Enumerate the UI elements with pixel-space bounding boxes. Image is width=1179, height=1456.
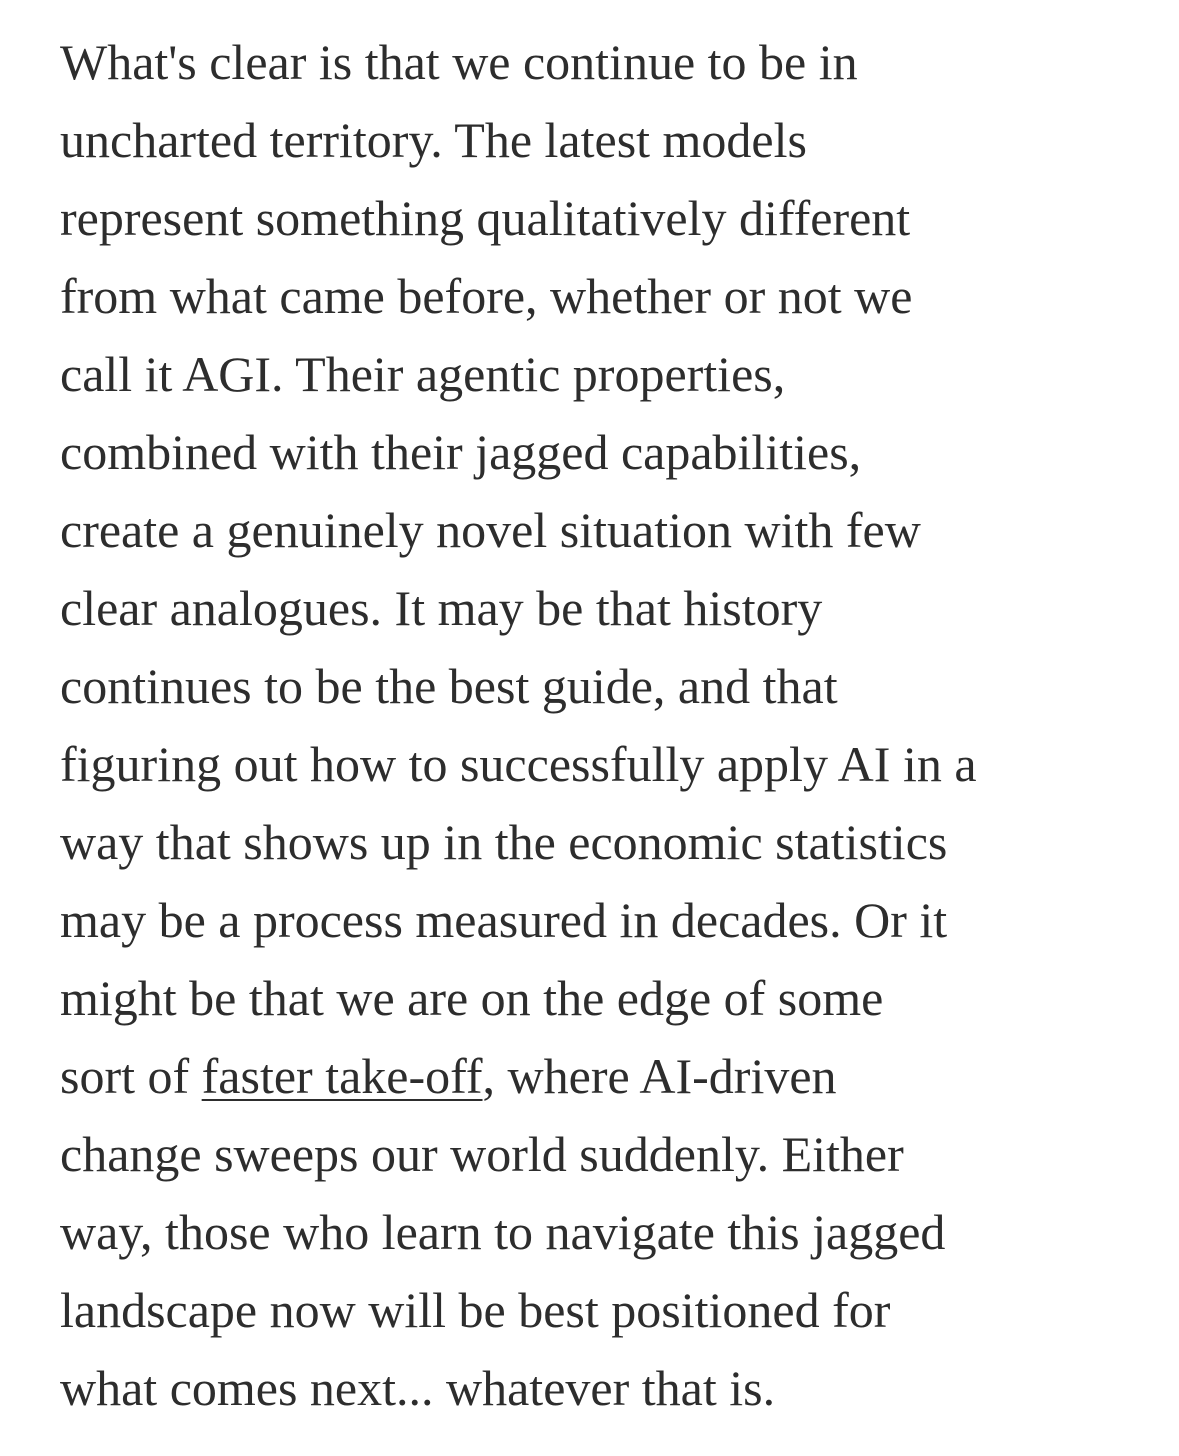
paragraph-line: clear analogues. It may be that history: [60, 580, 823, 636]
paragraph-line: landscape now will be best positioned for: [60, 1282, 891, 1338]
paragraph-line: may be a process measured in decades. Or it: [60, 892, 948, 948]
paragraph-line: what comes next... whatever that is.: [60, 1360, 776, 1416]
paragraph-line: create a genuinely novel situation with few: [60, 502, 921, 558]
line-text-after-link: , where AI-driven: [482, 1048, 837, 1104]
paragraph-line: continues to be the best guide, and that: [60, 658, 838, 714]
paragraph-line-with-link: [60, 1037, 1140, 1115]
line-text-before-link: sort of: [60, 1048, 202, 1104]
paragraph-line: might be that we are on the edge of some: [60, 970, 884, 1026]
paragraph-line: figuring out how to successfully apply AI in a: [60, 736, 977, 792]
paragraph-line: call it AGI. Their agentic properties,: [60, 346, 786, 402]
article-paragraph: [60, 23, 1140, 1427]
paragraph-line: What's clear is that we continue to be in: [60, 34, 858, 90]
paragraph-line: way that shows up in the economic statistics: [60, 814, 948, 870]
paragraph-line: from what came before, whether or not we: [60, 268, 913, 324]
paragraph-line: change sweeps our world suddenly. Either: [60, 1126, 904, 1182]
paragraph-line: represent something qualitatively different: [60, 190, 911, 246]
faster-take-off-link[interactable]: faster take-off: [201, 1048, 483, 1104]
paragraph-line: uncharted territory. The latest models: [60, 112, 807, 168]
paragraph-line: combined with their jagged capabilities,: [60, 424, 862, 480]
paragraph-line: way, those who learn to navigate this jagged: [60, 1204, 946, 1260]
